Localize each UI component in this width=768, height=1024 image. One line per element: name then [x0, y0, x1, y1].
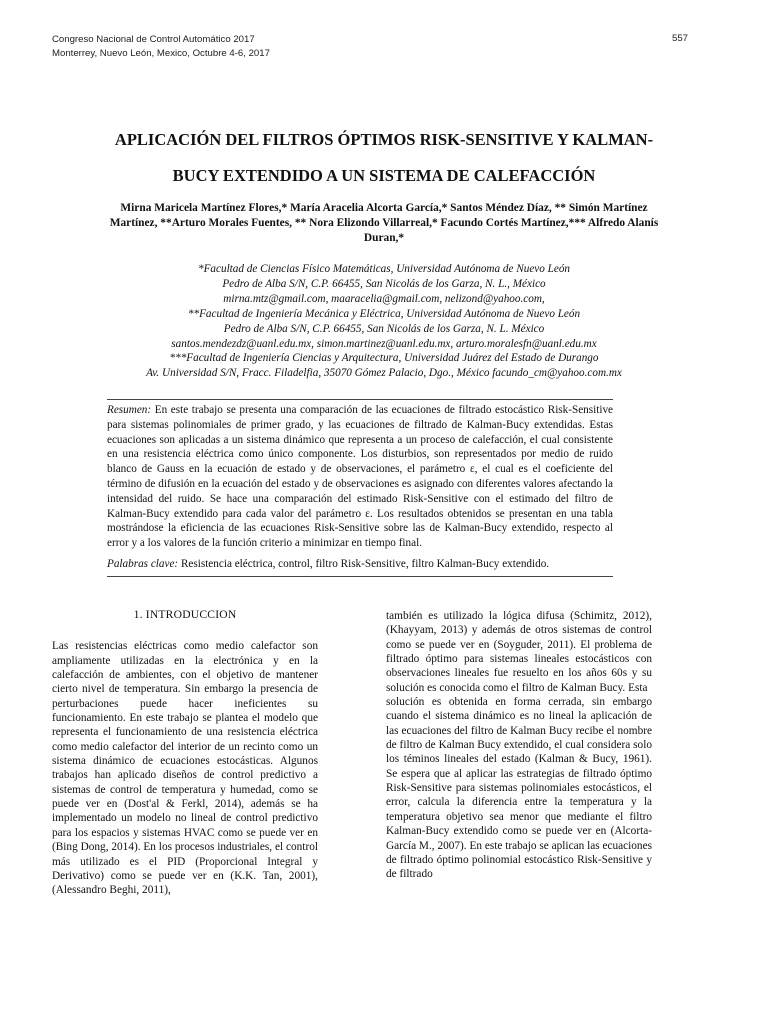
affiliations — [52, 262, 716, 381]
author-line: Martínez, **Arturo Morales Fuentes, ** Nora Elizondo Villarreal,* Facundo Cortés Martínez,*** Alfredo Alanís — [109, 217, 659, 229]
paper-title-line-2: BUCY EXTENDIDO A UN SISTEMA DE CALEFACCIÓN — [172, 166, 596, 185]
abstract-text: En este trabajo se presenta una comparación de las ecuaciones de filtrado estocástico Risk-Sensitive para sistemas polinomiales de primer grado, y las ecuaciones de filtrado de Kalman-Bucy extendidas. Estas ecuaciones son aplicadas a un sistema dinámico que representa a un proceso de calefacción, el cual consistente en una resistencia eléctrica como único componente. Los disturbios, son representados por medio de ruido blanco de Gauss en la ecuación de estado y de observaciones, el parámetro ε, el cual es el coeficiente del término de difusión en la ecuación del estado y de observaciones es asignado con diferentes valores afectando la intensidad del ruido. Se hace una comparación del estimado Risk-Sensitive con el estimado del filtro de Kalman-Bucy extendido para cada valor del parámetro ε. Los resultados obtenidos se presentan en una tabla mostrándose la eficiencia de las ecuaciones Risk-Sensitive sobre las de Kalman-Bucy extendido, respecto al error y a los valores de la función criterio a minimizar en tiempo final. — [107, 404, 614, 550]
affiliation-line: ***Facultad de Ingeniería Ciencias y Arquitectura, Universidad Juárez del Estado de Durango — [169, 352, 599, 365]
intro-paragraph: Las resistencias eléctricas como medio calefactor son ampliamente utilizadas en la electrónica y en la calefacción de ambientes, con el objetivo de mantener cierto nivel de temperatura. Sin embargo la presencia de perturbaciones puede hacer ineficientes su funcionamiento. En este trabajo se plantea el modelo que representa el funcionamiento de una resistencia eléctrica como medio calefactor del interior de un recinto como un sistema dinámico de ecuaciones estocásticas. Algunos trabajos han aplicado diseños de control predictivo a sistemas de control de temperatura y humedad, como se puede ver en (Dost'al & Ferkl, 2014), además se ha implementado un modelo no lineal de control predictivo para los espacios y sistemas HVAC como se puede ver en (Bing Dong, 2014). En los procesos industriales, el control más utilizado es el PID (Proporcional Integral y Derivativo) como se puede ver en (K.K. Tan, 2001), (Alessandro Beghi, 2011), — [52, 640, 318, 897]
left-column — [52, 608, 318, 898]
affiliation-line: santos.mendezdz@uanl.edu.mx, simon.martinez@uanl.edu.mx, arturo.moralesfn@uanl.edu.mx — [171, 337, 597, 350]
section-heading: 1. INTRODUCCION — [133, 608, 237, 621]
keywords-label: Palabras clave: — [107, 557, 179, 570]
author-list — [52, 201, 716, 246]
affiliation-line: *Facultad de Ciencias Físico Matemáticas, Universidad Autónoma de Nuevo León — [197, 263, 571, 275]
author-line: Mirna Maricela Martínez Flores,* María Aracelia Alcorta García,* Santos Méndez Díaz, ** Simón Martínez — [120, 202, 648, 214]
abstract-paragraph — [107, 403, 613, 551]
intro-paragraph-continued: también es utilizado la lógica difusa (Schimitz, 2012), (Khayyam, 2013) y además de otros sistemas de control como se puede ver en (Soyguder, 2011). El problema de filtrado óptimo para sistemas lineales estocásticos con observaciones lineales fue resuelto en los años 60s y su solución es conocida como el filtro de Kalman Bucy. Esta — [386, 610, 652, 694]
intro-paragraph-2: solución es obtenida en forma cerrada, sin embargo cuando el sistema dinámico es no lineal la aplicación de las ecuaciones del filtro de Kalman Bucy recibe el nombre de filtro de Kalman Bucy extendido, el cual considera solo los téminos lineales del estado (Kalman & Bucy, 1961). Se espera que al aplicar las estrategias de filtrado óptimo Risk-Sensitive para sistemas polinomiales estocásticos, el error, calcula la diferencia entre la temperatura y la temperatura objetivo sea menor que mediante el filtro Kalman-Bucy extendido como se puede ver en (Alcorta-García M., 2007). En este trabajo se aplican las ecuaciones de filtrado óptimo polinomial estocástico Risk-Sensitive y de filtrado — [386, 696, 652, 881]
affiliation-line: mirna.mtz@gmail.com, maaracelia@gmail.com, nelizond@yahoo.com, — [223, 292, 545, 305]
abstract-label: Resumen: — [107, 404, 152, 416]
conference-header — [52, 33, 270, 61]
affiliation-line: Av. Universidad S/N, Fracc. Filadelfia, 35070 Gómez Palacio, Dgo., México facundo_cm@yahoo.com.mx — [146, 367, 622, 380]
conference-location-date: Monterrey, Nuevo León, Mexico, Octubre 4-6, 2017 — [52, 48, 270, 59]
page-number: 557 — [671, 33, 688, 44]
affiliation-line: Pedro de Alba S/N, C.P. 66455, San Nicolás de los Garza, N. L. México — [223, 322, 545, 335]
right-column — [386, 609, 652, 882]
keywords-text: Resistencia eléctrica, control, filtro Risk-Sensitive, filtro Kalman-Bucy extendido. — [180, 557, 550, 570]
affiliation-line: **Facultad de Ingeniería Mecánica y Eléctrica, Universidad Autónoma de Nuevo León — [187, 307, 581, 320]
affiliation-line: Pedro de Alba S/N, C.P. 66455, San Nicolás de los Garza, N. L., México — [222, 277, 546, 290]
author-line: Duran,* — [363, 232, 405, 244]
abstract-box — [107, 399, 613, 577]
keywords-paragraph — [107, 557, 613, 572]
conference-name: Congreso Nacional de Control Automático 2017 — [52, 34, 255, 45]
paper-title-line-1: APLICACIÓN DEL FILTROS ÓPTIMOS RISK-SENSITIVE Y KALMAN- — [114, 130, 654, 149]
